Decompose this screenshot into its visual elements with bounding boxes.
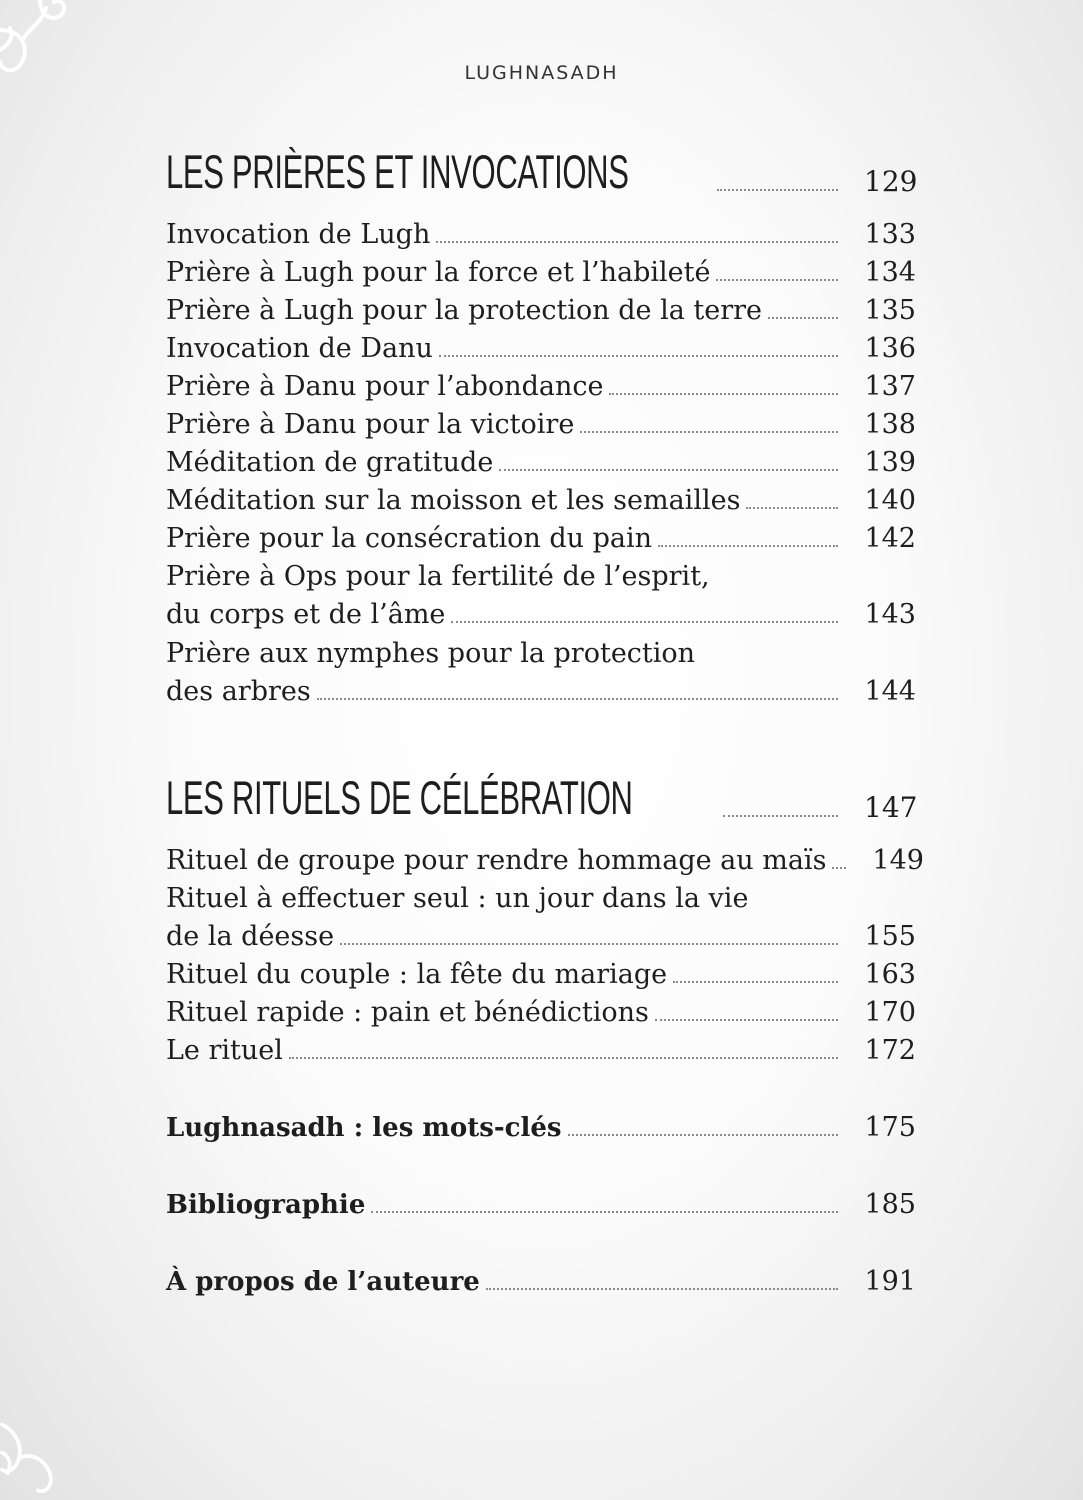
dot-leader bbox=[717, 189, 838, 191]
section-title: LES PRIÈRES ET INVOCATIONS bbox=[166, 145, 629, 198]
toc-entry bbox=[166, 522, 916, 556]
toc-entry bbox=[166, 256, 916, 290]
entry-title: Prière à Lugh pour la force et l’habileté bbox=[166, 257, 711, 288]
toc-entry-back-matter bbox=[166, 1265, 916, 1299]
entry-title: Invocation de Lugh bbox=[166, 219, 431, 250]
dot-leader bbox=[436, 241, 838, 243]
page-number: 163 bbox=[864, 959, 916, 990]
page-number: 137 bbox=[864, 371, 916, 402]
entry-title: Prière à Lugh pour la protection de la terre bbox=[166, 295, 763, 326]
dot-leader bbox=[609, 393, 838, 395]
running-head: LUGHNASADH bbox=[464, 62, 619, 84]
page-number: 134 bbox=[864, 257, 916, 288]
toc-entry bbox=[166, 844, 924, 878]
toc-entry-back-matter bbox=[166, 1111, 916, 1145]
toc-entry bbox=[166, 996, 916, 1030]
page-number: 139 bbox=[864, 447, 916, 478]
toc-entry bbox=[166, 484, 916, 518]
dot-leader bbox=[832, 867, 846, 869]
page-number: 149 bbox=[872, 845, 924, 876]
dot-leader bbox=[371, 1211, 838, 1213]
dot-leader bbox=[451, 621, 838, 623]
entry-title: Bibliographie bbox=[166, 1190, 366, 1220]
section-title: LES RITUELS DE CÉLÉBRATION bbox=[166, 771, 633, 824]
dot-leader bbox=[499, 469, 838, 471]
page-number: 143 bbox=[864, 599, 916, 630]
dot-leader bbox=[568, 1134, 838, 1136]
entry-title: de la déesse bbox=[166, 921, 335, 952]
dot-leader bbox=[768, 317, 838, 319]
entry-title: Invocation de Danu bbox=[166, 333, 433, 364]
toc-entry bbox=[166, 294, 916, 328]
entry-title: des arbres bbox=[166, 676, 311, 707]
toc-entry bbox=[166, 1034, 916, 1068]
toc-entry bbox=[166, 446, 916, 480]
page-number: 142 bbox=[864, 523, 916, 554]
page-number: 133 bbox=[864, 219, 916, 250]
entry-title: Lughnasadh : les mots-clés bbox=[166, 1113, 562, 1143]
dot-leader bbox=[723, 815, 838, 817]
dot-leader bbox=[716, 279, 838, 281]
toc-entry bbox=[166, 332, 916, 366]
page-number: 170 bbox=[864, 997, 916, 1028]
page-number: 136 bbox=[864, 333, 916, 364]
toc-section-heading bbox=[166, 144, 916, 200]
dot-leader bbox=[317, 698, 838, 700]
entry-title-first-line: Rituel à effectuer seul : un jour dans la vie bbox=[166, 883, 749, 914]
toc-entry bbox=[166, 920, 916, 954]
dot-leader bbox=[289, 1057, 838, 1059]
entry-title: À propos de l’auteure bbox=[166, 1267, 480, 1297]
toc-entry bbox=[166, 218, 916, 252]
dot-leader bbox=[439, 355, 838, 357]
dot-leader bbox=[673, 981, 838, 983]
entry-title: Prière pour la consécration du pain bbox=[166, 523, 652, 554]
entry-title: Le rituel bbox=[166, 1035, 283, 1066]
dot-leader bbox=[658, 545, 838, 547]
page-number: 144 bbox=[864, 676, 916, 707]
page-number: 147 bbox=[864, 791, 918, 824]
entry-title-first-line: Prière aux nymphes pour la protection bbox=[166, 638, 696, 669]
entry-title: Rituel du couple : la fête du mariage bbox=[166, 959, 668, 990]
page-number: 138 bbox=[864, 409, 916, 440]
entry-title: Méditation sur la moisson et les semailles bbox=[166, 485, 741, 516]
entry-title: Prière à Danu pour la victoire bbox=[166, 409, 575, 440]
page-number: 155 bbox=[864, 921, 916, 952]
dot-leader bbox=[746, 507, 838, 509]
toc-entry bbox=[166, 675, 916, 709]
page-number: 175 bbox=[864, 1112, 916, 1143]
page-number: 140 bbox=[864, 485, 916, 516]
page-number: 129 bbox=[864, 165, 918, 198]
toc-section-heading bbox=[166, 770, 916, 826]
toc-entry bbox=[166, 370, 916, 404]
toc-entry bbox=[166, 598, 916, 632]
dot-leader bbox=[340, 943, 838, 945]
toc-entry bbox=[166, 408, 916, 442]
entry-title: Rituel rapide : pain et bénédictions bbox=[166, 997, 649, 1028]
page-number: 172 bbox=[864, 1035, 916, 1066]
dot-leader bbox=[655, 1019, 838, 1021]
toc-entry bbox=[166, 958, 916, 992]
dot-leader bbox=[486, 1288, 838, 1290]
page-number: 191 bbox=[864, 1266, 916, 1297]
entry-title: du corps et de l’âme bbox=[166, 599, 446, 630]
dot-leader bbox=[580, 431, 838, 433]
page-number: 185 bbox=[864, 1189, 916, 1220]
toc-entry-back-matter bbox=[166, 1188, 916, 1222]
entry-title: Prière à Danu pour l’abondance bbox=[166, 371, 604, 402]
entry-title: Rituel de groupe pour rendre hommage au maïs bbox=[166, 845, 827, 876]
page-number: 135 bbox=[864, 295, 916, 326]
entry-title-first-line: Prière à Ops pour la fertilité de l’esprit, bbox=[166, 561, 710, 592]
entry-title: Méditation de gratitude bbox=[166, 447, 494, 478]
